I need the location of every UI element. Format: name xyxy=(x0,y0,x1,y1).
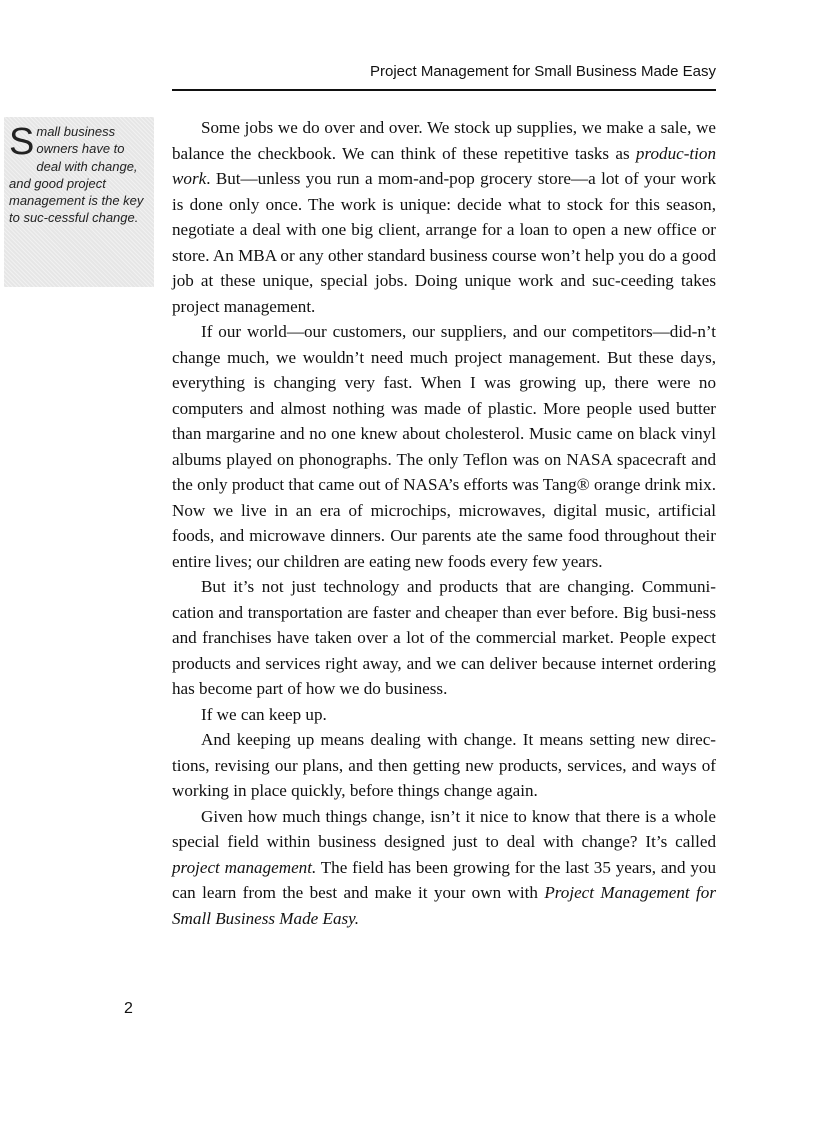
paragraph-6-text-a: Given how much things change, isn’t it nice to know that there is a whole special field within business designed just to deal with change? It’s called xyxy=(172,806,716,851)
paragraph-1 xyxy=(172,115,716,319)
paragraph-2: If our world—our customers, our suppliers, and our competitors—did-n’t change much, we wouldn’t need much project management. But these days, everything is changing very fast. When I was growing up, there were no computers and almost nothing was made of plastic. More people used butter than margarine and no one knew about cholesterol. Music came on black vinyl albums played on phonographs. The only Teflon was on NASA spacecraft and the only product that came out of NASA’s efforts was Tang® orange drink mix. Now we live in an era of microchips, microwaves, digital music, artificial foods, and microwave dinners. Our parents ate the same food throughout their entire lives; our children are eating new foods every few years. xyxy=(172,322,716,571)
header-rule xyxy=(172,89,716,91)
margin-sidebar-quote xyxy=(4,117,154,287)
running-head: Project Management for Small Business Made Easy xyxy=(370,63,716,80)
sidebar-text: mall business owners have to deal with change, and good project management is the key to suc-cessful change. xyxy=(9,124,144,226)
sidebar-dropcap: S xyxy=(9,121,35,163)
paragraph-5: And keeping up means dealing with change. It means setting new direc-tions, revising our plans, and then getting new products, services, and ways of working in place quickly, before things change again. xyxy=(172,730,716,800)
paragraph-6-text-b: The field has been growing for the last 35 years, and you can learn from the best and make it your own with xyxy=(172,857,716,902)
paragraph-4: If we can keep up. xyxy=(201,704,327,724)
paragraph-1-text-a: Some jobs we do over and over. We stock up supplies, we make a sale, we balance the checkbook. We can think of these repetitive tasks as xyxy=(172,118,716,163)
paragraph-1-emphasis: produc-tion work xyxy=(172,143,716,188)
body-text xyxy=(172,115,716,931)
paragraph-3: But it’s not just technology and products that are changing. Communi-cation and transportation are faster and cheaper than ever before. Big busi-ness and franchises have taken over a lot of the commercial market. People expect products and services right away, and we can deliver because internet ordering has become part of how we do business. xyxy=(172,577,716,698)
paragraph-6 xyxy=(172,804,716,932)
paragraph-6-emphasis-2: Project Management for Small Business Made Easy. xyxy=(172,883,716,928)
paragraph-1-text-b: . But—unless you run a mom-and-pop grocery store—a lot of your work is done only once. The work is unique: decide what to stock for this season, negotiate a deal with one big client, arrange for a loan to open a new office or store. An MBA or any other standard business course won’t help you do a good job at these unique, special jobs. Doing unique work and suc-ceeding takes project management. xyxy=(172,169,716,316)
paragraph-6-emphasis-1: project management. xyxy=(172,857,317,877)
page-number: 2 xyxy=(124,1000,133,1017)
